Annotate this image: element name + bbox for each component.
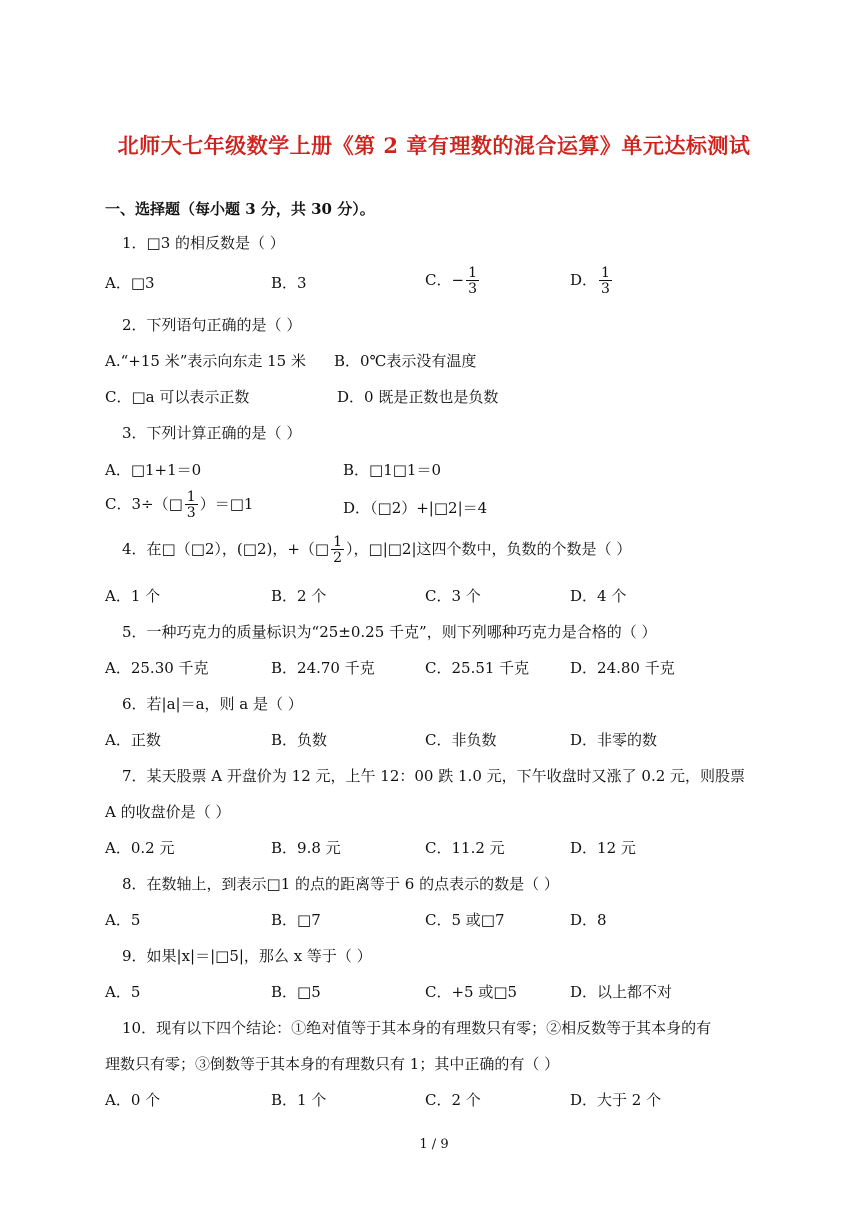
question-10-stem: 10．现有以下四个结论：①绝对值等于其本身的有理数只有零；②相反数等于其本身的有 (122, 1019, 712, 1037)
q3-option-c-label: C．3÷（□ (105, 495, 183, 513)
q8-option-a: A．5 (105, 911, 141, 929)
q3-option-a: A．□1+1＝0 (105, 461, 202, 479)
q1-option-c-fraction (466, 266, 479, 296)
q4-stem-head: 4．在□（□2），(□2)，+（□ (122, 540, 330, 558)
q9-option-c: C．+5 或□5 (425, 983, 518, 1001)
q1c-denominator: 3 (468, 281, 477, 297)
q1-option-a: A．□3 (105, 274, 155, 292)
q3-option-c (105, 490, 253, 520)
q4-fraction (331, 535, 344, 565)
page-number: 1 / 9 (419, 1137, 449, 1152)
question-5-stem: 5．一种巧克力的质量标识为“25±0.25 千克”，则下列哪种巧克力是合格的（ ） (122, 623, 657, 641)
q10-option-a: A．0 个 (105, 1091, 161, 1109)
q6-option-a: A．正数 (105, 731, 161, 749)
q9-option-a: A．5 (105, 983, 141, 1001)
q1-option-d-fraction (599, 266, 612, 296)
question-2-stem: 2．下列语句正确的是（ ） (122, 316, 302, 334)
q5-option-d: D．24.80 千克 (570, 659, 675, 677)
q4-option-a: A．1 个 (105, 587, 161, 605)
q9-option-b: B．□5 (271, 983, 321, 1001)
q6-option-b: B．负数 (271, 731, 328, 749)
q5-option-b: B．24.70 千克 (271, 659, 375, 677)
q7-option-b: B．9.8 元 (271, 839, 341, 857)
q7-option-c: C．11.2 元 (425, 839, 505, 857)
q4-denominator: 2 (333, 550, 343, 566)
q1c-numerator: 1 (468, 265, 477, 281)
q2-option-a: A.“+15 米”表示向东走 15 米 (105, 352, 306, 370)
q4-option-b: B．2 个 (271, 587, 327, 605)
q3c-numerator: 1 (186, 489, 196, 505)
q4-numerator: 1 (333, 534, 343, 550)
q10-option-b: B．1 个 (271, 1091, 327, 1109)
q1-option-c-label: C． (425, 271, 452, 289)
q7-option-d: D．12 元 (570, 839, 636, 857)
q3c-denominator: 3 (186, 505, 196, 521)
q4-option-d: D．4 个 (570, 587, 627, 605)
q1-option-d-label: D． (570, 271, 598, 289)
q3-option-c-fraction (185, 490, 198, 520)
q3-option-d: D．（□2）+|□2|＝4 (343, 499, 488, 517)
q1d-denominator: 3 (601, 281, 610, 297)
q1-option-c (425, 266, 481, 296)
q5-option-a: A．25.30 千克 (105, 659, 209, 677)
q6-option-c: C．非负数 (425, 731, 497, 749)
q9-option-d: D．以上都不对 (570, 983, 673, 1001)
q1-option-b: B．3 (271, 274, 307, 292)
question-1-stem: 1．□3 的相反数是（ ） (122, 234, 285, 252)
q2-option-b: B．0℃表示没有温度 (334, 352, 477, 370)
q6-option-d: D．非零的数 (570, 731, 658, 749)
section-heading: 一、选择题（每小题 3 分，共 30 分）。 (105, 200, 375, 218)
q1-option-c-sign: − (451, 271, 465, 289)
document-title: 北师大七年级数学上册《第 2 章有理数的混合运算》单元达标测试 (117, 133, 751, 158)
q7-option-a: A．0.2 元 (105, 839, 175, 857)
question-4-stem (122, 535, 631, 565)
q2-option-c: C．□a 可以表示正数 (105, 388, 250, 406)
question-7-stem-line2: A 的收盘价是（ ） (105, 803, 231, 821)
question-8-stem: 8．在数轴上，到表示□1 的点的距离等于 6 的点表示的数是（ ） (122, 875, 559, 893)
q4-stem-tail: ），□|□2|这四个数中，负数的个数是（ ） (346, 540, 632, 558)
q4-option-c: C．3 个 (425, 587, 481, 605)
q10-option-d: D．大于 2 个 (570, 1091, 662, 1109)
q5-option-c: C．25.51 千克 (425, 659, 530, 677)
q2-option-d: D．0 既是正数也是负数 (337, 388, 499, 406)
question-9-stem: 9．如果|x|＝|□5|，那么 x 等于（ ） (122, 947, 372, 965)
q1d-numerator: 1 (601, 265, 610, 281)
question-10-stem-line2: 理数只有零；③倒数等于其本身的有理数只有 1；其中正确的有（ ） (105, 1055, 560, 1073)
q1-option-d (570, 266, 614, 296)
q8-option-d: D．8 (570, 911, 607, 929)
question-7-stem: 7．某天股票 A 开盘价为 12 元，上午 12：00 跌 1.0 元，下午收盘时又涨了 0.2 元，则股票 (122, 767, 746, 785)
q10-option-c: C．2 个 (425, 1091, 481, 1109)
q3-option-b: B．□1□1＝0 (343, 461, 441, 479)
q3-option-c-tail: ）＝□1 (199, 495, 254, 513)
q8-option-b: B．□7 (271, 911, 321, 929)
question-6-stem: 6．若|a|＝a，则 a 是（ ） (122, 695, 303, 713)
question-3-stem: 3．下列计算正确的是（ ） (122, 424, 302, 442)
q8-option-c: C．5 或□7 (425, 911, 505, 929)
